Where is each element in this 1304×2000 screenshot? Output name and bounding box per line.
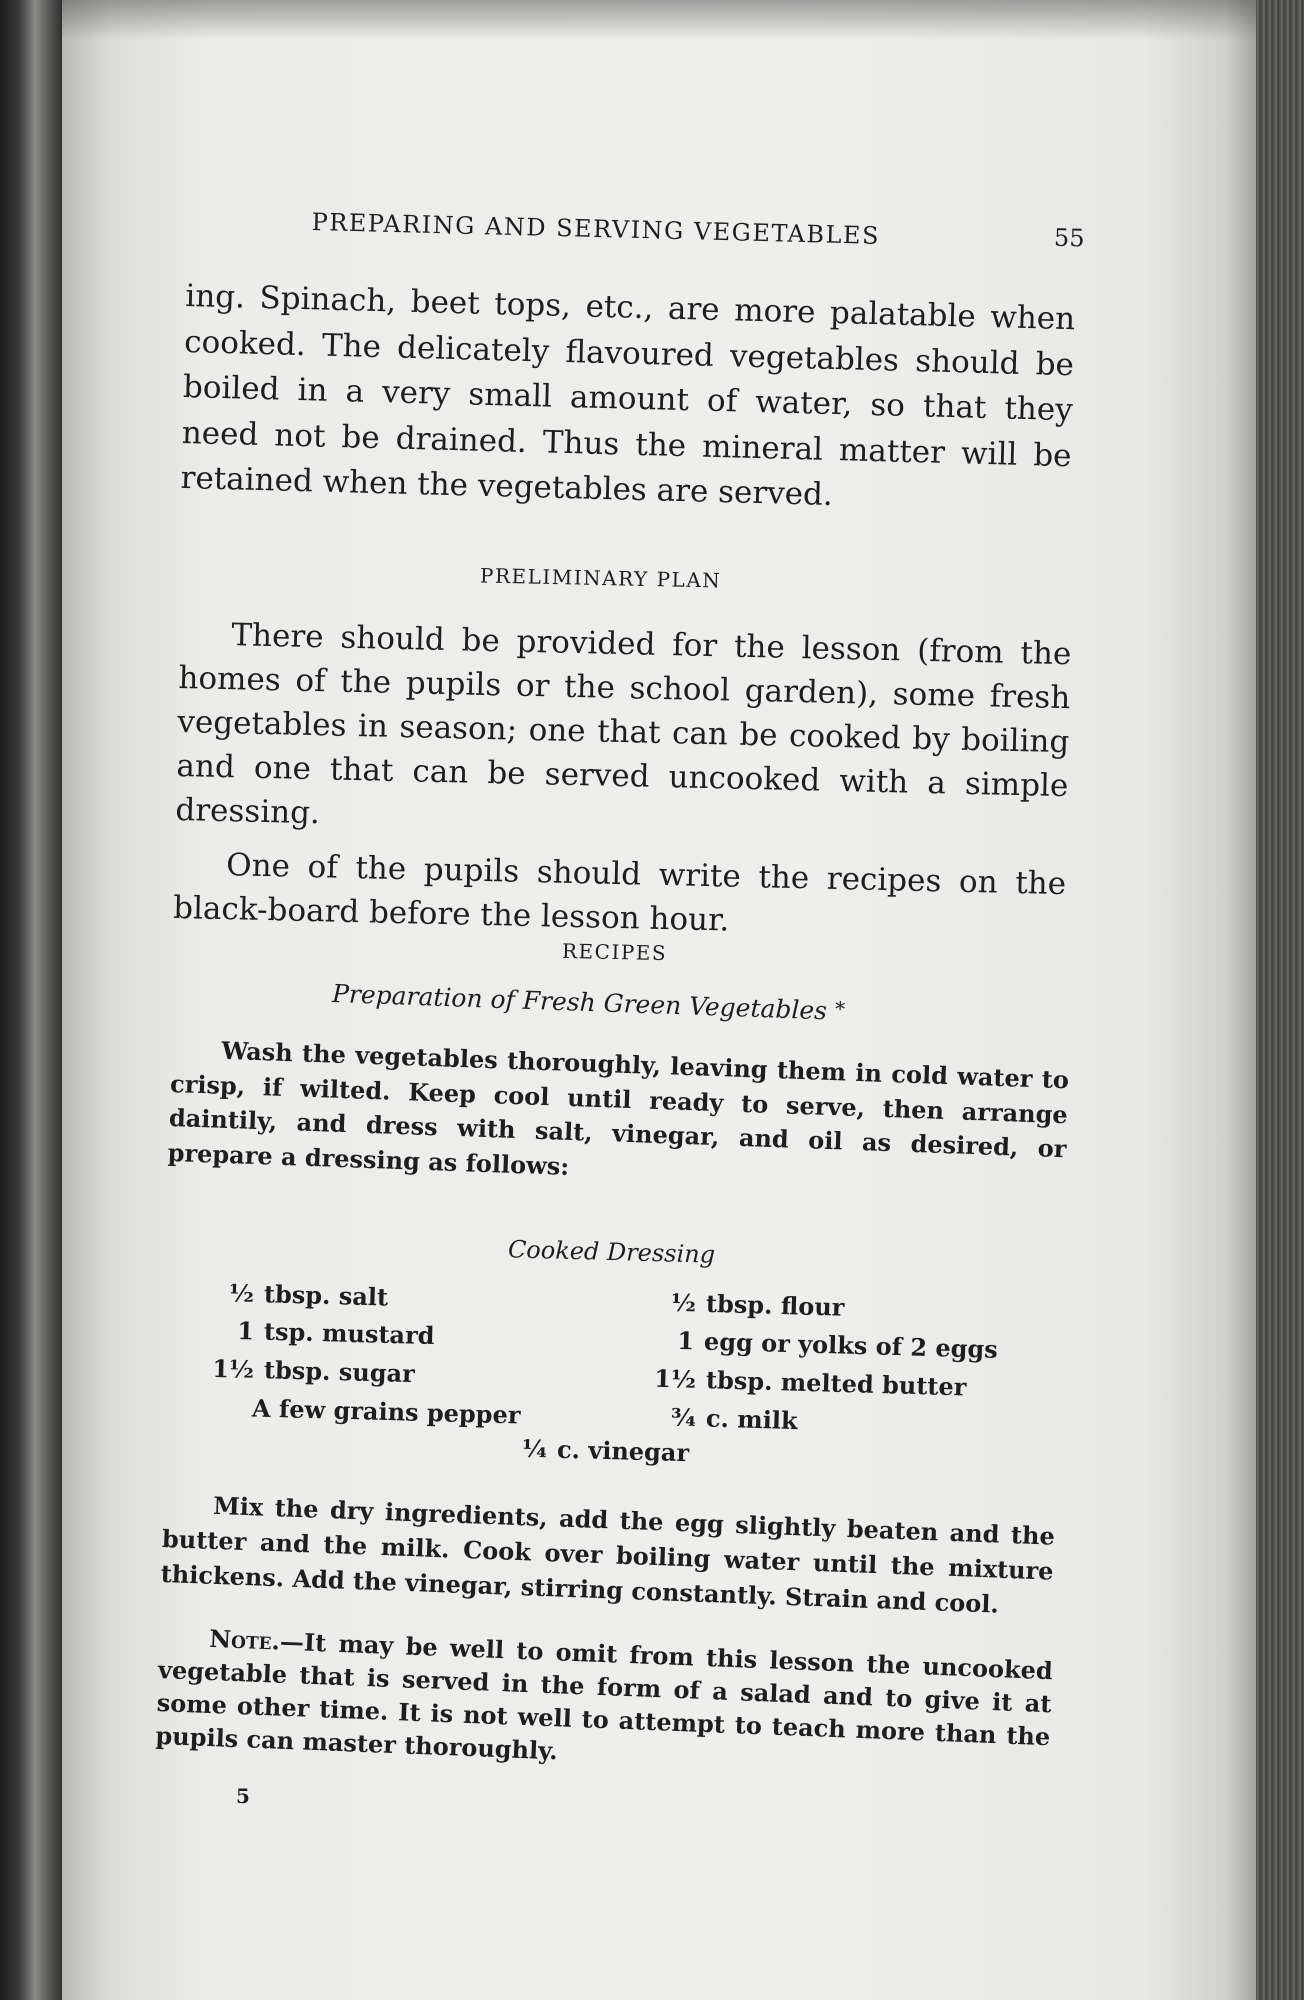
note-label: Note. xyxy=(208,1623,281,1656)
left-page-edge xyxy=(0,0,64,2000)
ingredient-item xyxy=(648,1402,798,1435)
footnote-marker: * xyxy=(834,996,846,1021)
intro-text: ing. Spinach, beet tops, etc., are more palatable when cooked. The delicately flavoured vegetables should be boiled in a very small amount of water, so that they need not be drained. Thus the mineral matter will be retained when the vegetables are served. xyxy=(180,277,1076,513)
wash-text: Wash the vegetables thoroughly, leaving them in cold water to crisp, if wilted. Keep cool until ready to serve, then arrange daintily, and dress with salt, vinegar, and oil as desired, or prepare a dressing as follows: xyxy=(167,1035,1070,1181)
ingredient-qty xyxy=(176,1414,242,1416)
ingredient-qty: ½ xyxy=(228,1278,255,1308)
ingredient-name: tsp. mustard xyxy=(263,1316,435,1351)
ingredient-name: tbsp. flour xyxy=(705,1288,845,1322)
ingredient-qty: 1½ xyxy=(653,1363,697,1394)
ingredient-qty: ¼ xyxy=(521,1433,548,1464)
recipe-subtitle-text: Preparation of Fresh Green Vegetables xyxy=(331,979,828,1026)
intro-paragraph xyxy=(180,274,1076,525)
ingredient-qty: 1½ xyxy=(211,1353,255,1384)
top-shadow xyxy=(62,0,1262,40)
signature-mark: 5 xyxy=(236,1784,250,1808)
ingredient-name: tbsp. melted butter xyxy=(705,1365,967,1402)
recipes-heading: RECIPES xyxy=(561,938,668,966)
dressing-title: Cooked Dressing xyxy=(507,1235,716,1269)
ingredient-qty: 1 xyxy=(676,1325,695,1356)
ingredient-qty: ¾ xyxy=(670,1402,697,1433)
preliminary-plan-heading: PRELIMINARY PLAN xyxy=(479,563,722,593)
ingredient-qty: 1 xyxy=(236,1315,255,1346)
ingredient-name: tbsp. sugar xyxy=(263,1355,416,1389)
page-number: 55 xyxy=(1053,223,1085,253)
mix-text: Mix the dry ingredients, add the egg slightly beaten and the butter and the milk. Cook over boiling water until the mixture thickens. Add the vinegar, stirring constantly. Strain and cool. xyxy=(160,1490,1056,1619)
ingredient-name: c. vinegar xyxy=(556,1434,690,1468)
ingredient-item xyxy=(196,1277,389,1311)
running-head: PREPARING AND SERVING VEGETABLES xyxy=(311,208,881,250)
ingredient-item xyxy=(196,1315,435,1350)
ingredient-qty: ½ xyxy=(670,1287,697,1318)
ingredient-name: egg or yolks of 2 eggs xyxy=(703,1326,999,1364)
ingredient-item xyxy=(648,1287,845,1321)
ingredient-name: tbsp. salt xyxy=(263,1279,389,1312)
plan-paragraph: One of the pupils should write the recipes on the black-board before the lesson hour. xyxy=(172,847,1067,939)
right-page-stack xyxy=(1256,0,1304,2000)
ingredient-name: A few grains pepper xyxy=(251,1393,521,1430)
ingredient-item xyxy=(176,1353,415,1388)
ingredient-item xyxy=(522,1434,690,1467)
plan-paragraph: There should be provided for the lesson (from the homes of the pupils or the school garden), some fresh vegetables in season; one that can be cooked by boiling and one that can be served uncooked with a simple dressing. xyxy=(175,617,1072,832)
preliminary-plan-body xyxy=(173,612,1072,950)
ingredient-name: c. milk xyxy=(705,1403,798,1436)
note-text: —It may be well to omit from this lesson the uncooked vegetable that is served in the form of a salad and to give it at some other time. It is not well to attempt to teach more than the pupils can master thoroughly. xyxy=(155,1626,1054,1766)
